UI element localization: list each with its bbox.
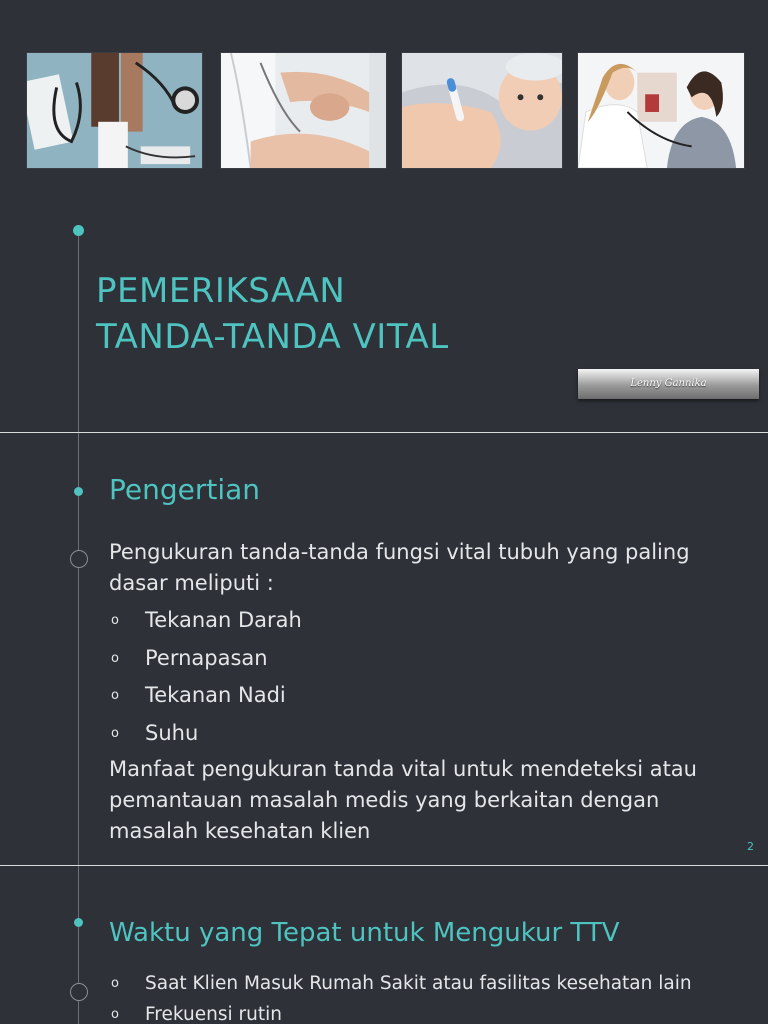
bullet-icon: o: [111, 650, 119, 666]
timeline-dot: [74, 918, 83, 927]
vital-signs-list: [109, 602, 302, 752]
photo-stethoscope-bp-cuff: [26, 52, 203, 169]
closing-text: Manfaat pengukuran tanda vital untuk mendeteksi atau pemantauan masalah medis yang berkaitan dengan masalah kesehatan klien: [109, 757, 697, 843]
bullet-icon: o: [111, 613, 119, 628]
title-line-2: TANDA-TANDA VITAL: [96, 317, 449, 357]
presentation-title: [96, 268, 449, 360]
section-heading: Pengertian: [109, 473, 261, 506]
section-heading: Waktu yang Tepat untuk Mengukur TTV: [109, 918, 620, 948]
slide-title: [0, 0, 768, 432]
list-item: o Frekuensi rutin: [109, 999, 692, 1024]
timeline-dot: [73, 225, 84, 236]
timing-list: [109, 968, 692, 1024]
page-number: 2: [747, 840, 754, 853]
bullet-icon: o: [111, 725, 119, 741]
list-item: o Suhu: [109, 715, 302, 753]
list-item: o Saat Klien Masuk Rumah Sakit atau fasilitas kesehatan lain: [109, 968, 692, 999]
bullet-icon: o: [111, 688, 119, 703]
list-item: o Pernapasan: [109, 640, 302, 678]
author-name: Lenny Gannika: [578, 369, 759, 399]
intro-text: Pengukuran tanda-tanda fungsi vital tubuh yang paling dasar meliputi :: [109, 540, 690, 595]
timeline-dot: [74, 487, 83, 496]
list-item: o Tekanan Darah: [109, 602, 302, 640]
photo-pulse-check: [220, 52, 387, 169]
timeline-ring: [70, 550, 88, 568]
slide-waktu: [0, 866, 768, 1024]
timeline-line: [78, 433, 79, 865]
title-line-1: PEMERIKSAAN: [96, 271, 346, 311]
timeline-line: [78, 236, 79, 432]
slide-pengertian: [0, 433, 768, 865]
photo-child-thermometer: [401, 52, 563, 169]
photo-doctor-patient: [577, 52, 745, 169]
bullet-icon: o: [111, 976, 119, 991]
bullet-icon: o: [111, 1007, 119, 1022]
timeline-ring: [70, 983, 88, 1001]
list-item: o Tekanan Nadi: [109, 677, 302, 715]
